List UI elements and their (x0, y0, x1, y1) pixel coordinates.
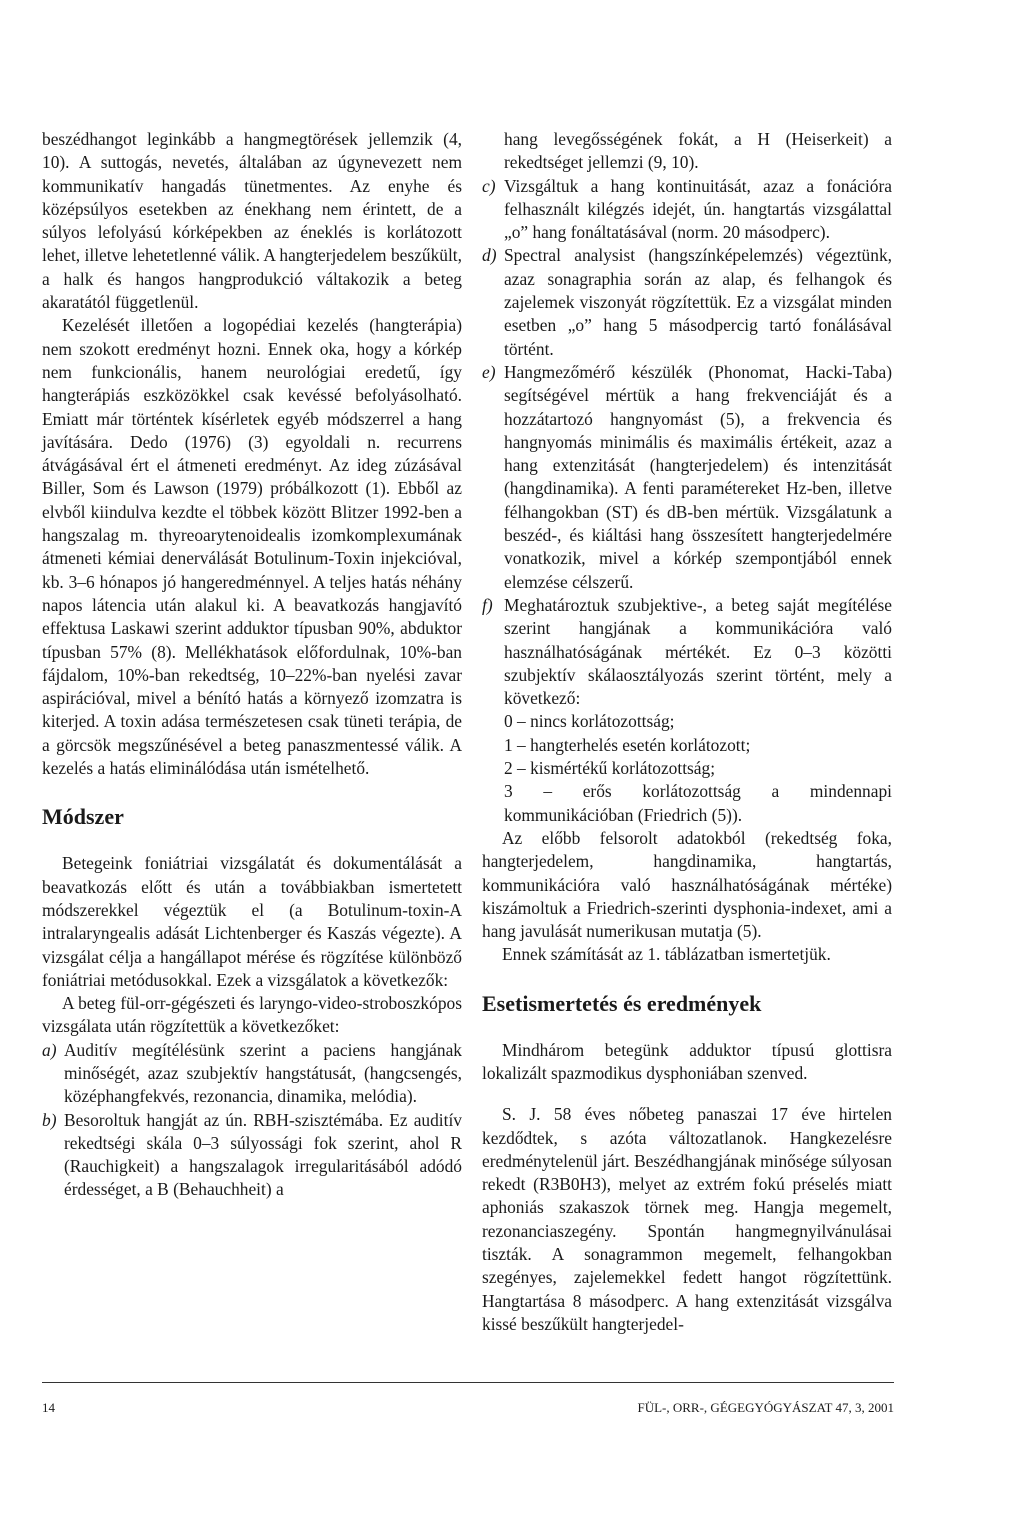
list-label: e) (482, 361, 496, 382)
page-number: 14 (42, 1400, 55, 1415)
method-heading: Módszer (42, 804, 124, 830)
list-label: c) (482, 175, 496, 196)
footer-rule (42, 1382, 894, 1383)
list-label: a) (42, 1039, 57, 1060)
results-paragraph-2: S. J. 58 éves nőbeteg panaszai 17 éve hirtelen kezdődtek, s azóta változatlanok. Hangkezelésre eredménytelenül járt. Beszédhangjának minősége súlyosan rekedt (R3B0H3), melyet az extrém fokú préselés miatt aphoniás szakaszok törnek meg. Hangja megemelt, rezonanciaszegény. Spontán hangmegnyilvánulásai tiszták. A sonagrammon megemelt, felhangokban szegényes, zajelemekkel fedett hangot rögzítettünk. Hangtartása 8 másodperc. A hang extenzitását vizsgálva kissé beszűkült hangterjedel- (482, 1104, 892, 1334)
list-label: d) (482, 245, 497, 266)
list-text: Besoroltuk hangját az ún. RBH-szisztémába. Ez auditív rekedtségi skála 0–3 súlyossági fok szerint, ahol R (Rauchigkeit) a hangszalagok irregularitásából adódó érdességet, a B (Behauchheit) a (64, 1109, 462, 1200)
list-text: Auditív megítélésünk szerint a paciens hangjának minőségét, azaz szubjektív hangstátusát, (hangcsengés, középhangfekvés, rezonancia, dinamika, melódia). (64, 1039, 462, 1107)
list-text: Meghatároztuk szubjektive-, a beteg saját megítélése szerint hangjának a kommunikációra való használhatóságának mértékét. Ez 0–3 közötti szubjektív skálaosztályozás szerint történt, mely a következő: (504, 594, 892, 709)
rating-0: 0 – nincs korlátozottság; (504, 711, 675, 732)
intro-paragraph-1: beszédhangot leginkább a hangmegtörések jellemzik (4, 10). A suttogás, nevetés, általában az úgynevezett nem kommunikatív hangadás tünetmentes. Az enyhe és középsúlyos esetekben az énekhang nem érintett, de a súlyos lefolyású kórképekben az éneklés is korlátozott lehet, illetve lehetetlenné válik. A hangterjedelem beszűkült, a halk és hangos hangprodukció váltakozik a beteg akaratától függetlenül. (42, 129, 462, 313)
results-paragraph-1: Mindhárom betegünk adduktor típusú glottisra lokalizált spazmodikus dysphoniában szenved. (482, 1039, 892, 1083)
list-item-c (482, 175, 892, 245)
list-text: Spectral analysist (hangszínképelemzés) végeztünk, azaz sonagraphia során az alap, és felhangok és zajelemek viszonyát rögzítettük. Ez a vizsgálat minden esetben „o” hang 5 másodpercig tartó fonálásával történt. (504, 245, 892, 359)
list-item-f (482, 594, 892, 710)
list-text: Hangmezőmérő készülék (Phonomat, Hacki-Taba) segítségével mértük a hang frekvenciáját és a hozzátartozó hangnyomást (5), a frekvencia és hangnyomás minimális és maximális értékeit, azaz a hang extenzitását (hangterjedelem) és intenzitását (hangdinamika). A fenti paramétereket Hz-ben, illetve félhangokban (ST) és dB-ben mértük. Vizsgálatunk a beszéd-, és kiáltási hang összesített hangterjedelmére vonatkozik, mivel a kórkép szempontjából ennek elemzése célszerű. (504, 361, 892, 592)
list-item-b (42, 1109, 462, 1202)
method-paragraph-1: Betegeink foniátriai vizsgálatát és dokumentálását a beavatkozás előtt és után a továbbiakban ismertetett módszerekkel végeztük el (a Botulinum-toxin-A intralaryngealis adását Lichtenberger és Kaszás végezte). A vizsgálat célja a hangállapot mérése és rögzítése különböző foniátriai metódusokkal. Ezek a vizsgálatok a következők: (42, 853, 462, 990)
method-paragraph-2: A beteg fül-orr-gégészeti és laryngo-video-stroboszkópos vizsgálata után rögzítettük a következőket: (42, 993, 462, 1037)
intro-paragraph-2: Kezelését illetően a logopédiai kezelés (hangterápia) nem szokott eredményt hozni. Ennek oka, hogy a kórkép nem funkcionális, hanem neurológiai eredetű, így hangterápiás eszközökkel csak kevéssé befolyásolható. Emiatt már történtek kísérletek egyéb módszerrel a hang javítására. Dedo (1976) (3) egyoldali n. recurrens átvágásával ért el átmeneti eredményt. Az ideg zúzásával Biller, Som és Lawson (1979) próbálkozott (1). Ebből az elvből kiindulva kezdte el többek között Blitzer 1992-ben a hangszalag m. thyreoarytenoidealis izomkomplexumának átmeneti kémiai denerválását Botulinum-Toxin injekcióval, kb. 3–6 hónapos jó hangeredménnyel. A teljes hatás néhány napos látencia után alakul ki. A beavatkozás hangjavító effektusa Laskawi szerint adduktor típusban 90%, abduktor típusban 57% (8). Mellékhatások előfordulnak, 10%-ban fájdalom, 10%-ban rekedtség, 10–22%-ban nyelési zavar aspirációval, mivel a bénító hatás a környező izomzatra is kiterjed. A toxin adása természetesen csak tüneti terápia, de a görcsök megszűnésével a beteg panaszmentessé válik. A kezelés a hatás eliminálódása után ismételhető. (42, 315, 462, 779)
rating-2: 2 – kismértékű korlátozottság; (504, 758, 716, 779)
after-paragraph-1: Az előbb felsorolt adatokból (rekedtség foka, hangterjedelem, hangdinamika, hangtartás, kommunikációra való használhatóságának mértéke) kiszámoltuk a Friedrich-szerinti dysphonia-indexet, ami a hang javulását numerikusan mutatja (5). (482, 827, 892, 942)
spacer (482, 1085, 892, 1103)
list-item-a (42, 1039, 462, 1109)
results-heading: Esetismertetés és eredmények (482, 990, 762, 1016)
list-text: Vizsgáltuk a hang kontinuitását, azaz a fonációra felhasznált kilégzés idejét, ún. hangtartás vizsgálattal „o” hang fonáltatásával (norm. 20 másodperc). (504, 175, 892, 243)
rating-3: 3 – erős korlátozottság a mindennapi kommunikációban (Friedrich (5)). (504, 781, 892, 825)
list-item-e (482, 361, 892, 594)
after-paragraph-2: Ennek számítását az 1. táblázatban ismertetjük. (502, 944, 831, 965)
list-label: f) (482, 594, 493, 615)
journal-citation: FÜL-, ORR-, GÉGEGYÓGYÁSZAT 47, 3, 2001 (637, 1400, 894, 1415)
left-column (42, 128, 462, 1202)
right-column (482, 128, 892, 1336)
list-label: b) (42, 1109, 57, 1130)
list-item-d (482, 244, 892, 360)
list-continuation: hang levegősségének fokát, a H (Heiserkeit) a rekedtséget jellemzi (9, 10). (504, 129, 892, 173)
rating-1: 1 – hangterhelés esetén korlátozott; (504, 734, 751, 755)
